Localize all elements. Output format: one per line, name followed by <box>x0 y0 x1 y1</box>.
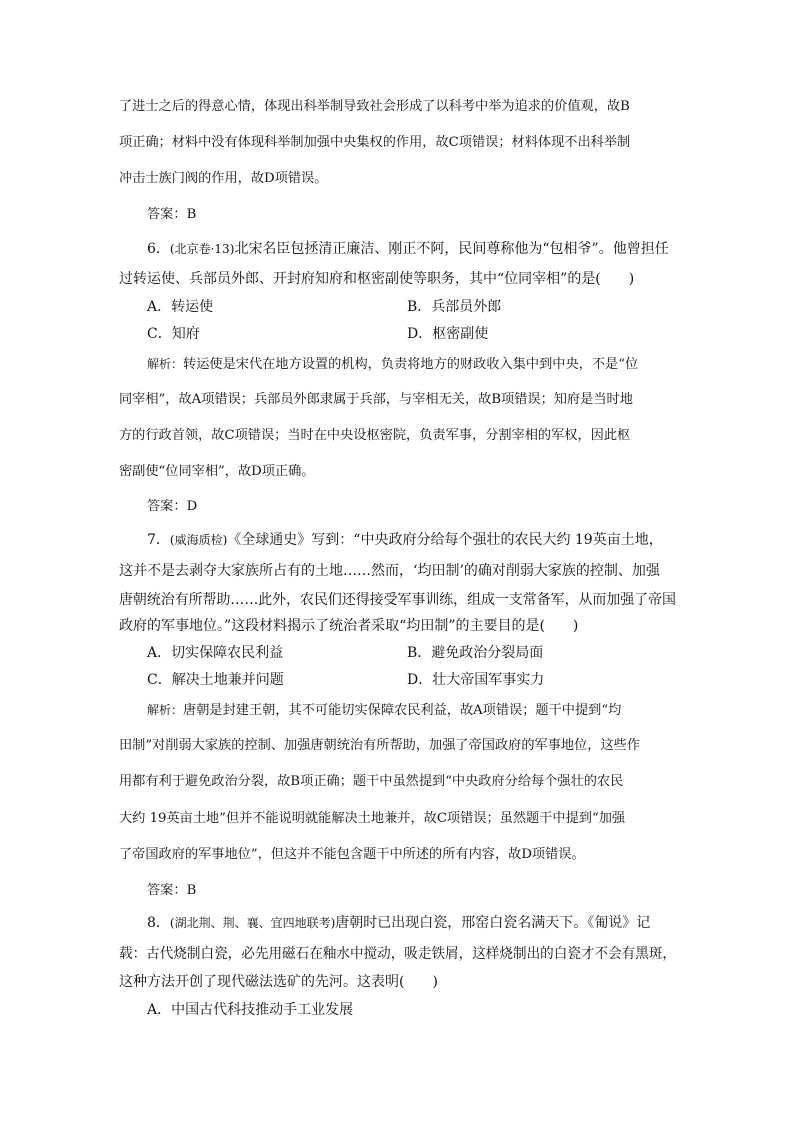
option-label: D． <box>407 672 433 688</box>
explanation-line: 密副使“位同宰相”，故D项正确。 <box>119 464 315 479</box>
option-a <box>147 644 283 662</box>
explanation-line: 了帝国政府的军事地位”，但这并不能包含题干中所述的所有内容，故D项错误。 <box>119 847 585 862</box>
question-stem-text: 北宋名臣包拯清正廉洁、刚正不阿，民间尊称他为“包相爷”。他曾担任 <box>234 241 669 257</box>
explanation-label: 解析： <box>147 357 184 371</box>
question-stem-line: 政府的军事地位。”这段材料揭示了统治者采取“均田制”的主要目的是( ) <box>119 618 579 634</box>
option-b <box>407 644 543 662</box>
explanation-line: 冲击士族门阀的作用，故D项错误。 <box>119 171 328 186</box>
option-label: A． <box>147 299 172 315</box>
option-text: 壮大帝国军事实力 <box>432 672 545 688</box>
option-label: D． <box>407 326 433 342</box>
answer-line <box>147 498 197 516</box>
option-label: C． <box>147 326 172 342</box>
question-stem-text: 唐朝时已出现白瓷，邢窑白瓷名满天下。《匍说》记 <box>335 915 651 931</box>
explanation-line: 同宰相”，故A项错误；兵部员外郎隶属于兵部，与宰相无关，故B项错误；知府是当时地 <box>119 392 633 407</box>
answer-value: B <box>186 207 197 222</box>
question-stem-line: 过转运使、兵部员外郎、开封府知府和枢密副使等职务，其中“位同宰相”的是( ) <box>119 271 635 287</box>
question-stem <box>147 240 669 258</box>
question-number: 7． <box>147 532 170 548</box>
option-label: C． <box>147 672 172 688</box>
explanation-line: 大约 19英亩土地”但并不能说明就能解决土地兼并，故C项错误；虽然题干中提到“加强 <box>119 811 626 826</box>
answer-value: D <box>186 499 198 514</box>
question-stem-line: 这种方法开创了现代磁法选矿的先河。这表明( ) <box>119 974 438 990</box>
question-stem-line: 这并不是去剥夺大家族所占有的土地……然而，‘均田制’的确对削弱大家族的控制、加强 <box>119 563 660 579</box>
answer-label: 答案： <box>147 883 187 898</box>
question-source: (威海质检) <box>169 533 228 547</box>
option-label: A． <box>147 1002 172 1018</box>
option-label: B． <box>407 645 432 661</box>
option-text: 切实保障农民利益 <box>171 645 284 661</box>
question-stem-line: 载：古代烧制白瓷，必先用磁石在釉水中搅动，吸走铁屑，这样烧制出的白瓷才不会有黑斑， <box>119 946 677 962</box>
option-d <box>407 325 488 343</box>
answer-label: 答案： <box>147 499 187 514</box>
option-label: A． <box>147 645 172 661</box>
option-c <box>147 671 284 689</box>
question-source: (北京卷·13) <box>169 242 235 256</box>
explanation-label: 解析： <box>147 703 184 717</box>
question-stem <box>147 531 663 549</box>
answer-label: 答案： <box>147 207 187 222</box>
explanation-line: 项正确；材料中没有体现科举制加强中央集权的作用，故C项错误；材料体现不出科举制 <box>119 135 631 150</box>
explanation-text: 转运使是宋代在地方设置的机构，负责将地方的财政收入集中到中央，不是“位 <box>183 357 639 372</box>
explanation-line: 了进士之后的得意心情，体现出科举制导致社会形成了以科考中举为追求的价值观，故B <box>119 99 630 114</box>
option-text: 中国古代科技推动手工业发展 <box>171 1002 354 1018</box>
explanation-text: 唐朝是封建王朝，其不可能切实保障农民利益，故A项错误；题干中提到“均 <box>183 703 622 718</box>
option-text: 知府 <box>171 326 200 342</box>
question-stem-line: 唐朝统治有所帮助……此外，农民们还得接受军事训练，组成一支常备军，从而加强了帝国 <box>119 592 676 608</box>
question-stem-text: 《全球通史》写到：“中央政府分给每个强壮的农民大约 19英亩土地， <box>227 532 663 548</box>
answer-value: B <box>186 883 197 898</box>
option-text: 兵部员外郎 <box>431 299 502 315</box>
question-source: (湖北荆、荆、襄、宜四地联考) <box>169 916 336 930</box>
option-a <box>147 1001 353 1019</box>
explanation-line <box>147 701 621 720</box>
explanation-line: 田制”对削弱大家族的控制、加强唐朝统治有所帮助，加强了帝国政府的军事地位，这些作 <box>119 738 641 753</box>
question-number: 6． <box>147 241 170 257</box>
option-text: 转运使 <box>171 299 214 315</box>
explanation-line: 方的行政首领，故C项错误；当时在中央设枢密院，负责军事，分割宰相的军权，因此枢 <box>119 428 631 443</box>
option-b <box>407 298 501 316</box>
option-text: 枢密副使 <box>432 326 489 342</box>
option-text: 避免政治分裂局面 <box>431 645 544 661</box>
option-d <box>407 671 544 689</box>
option-c <box>147 325 200 343</box>
option-a <box>147 298 213 316</box>
answer-line <box>147 206 196 224</box>
option-text: 解决土地兼并问题 <box>171 672 284 688</box>
explanation-line: 用都有利于避免政治分裂，故B项正确；题干中虽然提到“中央政府分给每个强壮的农民 <box>119 774 624 789</box>
answer-line <box>147 882 196 900</box>
option-label: B． <box>407 299 432 315</box>
question-stem <box>147 914 650 932</box>
question-number: 8． <box>147 915 170 931</box>
explanation-line <box>147 355 638 374</box>
